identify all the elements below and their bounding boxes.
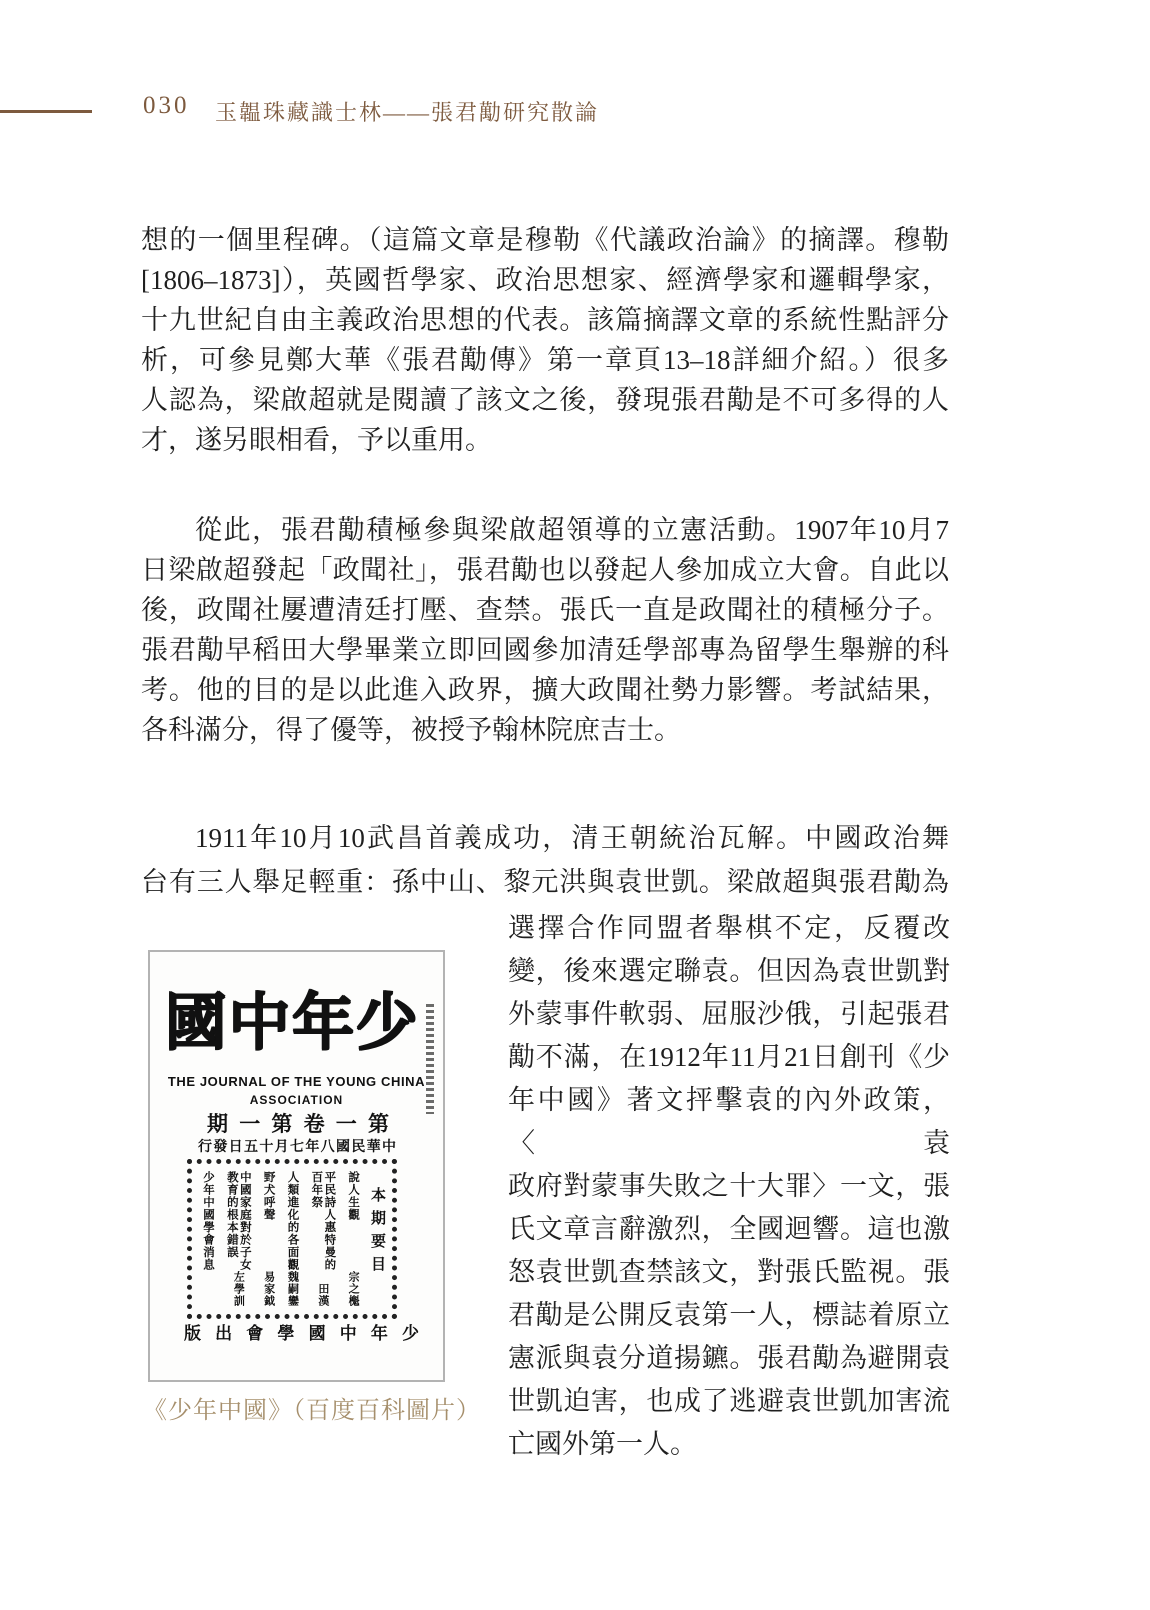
paragraph-2 [141,510,949,750]
contents-item-author: 田漢 [316,1283,329,1307]
text-line: 想的一個里程碑。（這篇文章是穆勒《代議政治論》的摘譯。穆勒 [141,225,949,255]
paragraph-3-full [141,816,949,904]
text-line: [1806–1873]），英國哲學家、政治思想家、經濟學家和邏輯學家， [141,265,949,295]
text-line: 勱不滿，在1912年11月21日創刊《少 [508,1042,950,1072]
text-line: 考。他的目的是以此進入政界，擴大政聞社勢力影響。考試結果， [141,675,949,705]
cover-masthead: 國中年少 [164,989,417,1057]
text-line: 析，可參見鄭大華《張君勱傳》第一章頁13–18詳細介紹。）很多 [141,345,949,375]
contents-item-title: 少年中國學會消息 [202,1171,214,1271]
text-line: 日梁啟超發起「政聞社」，張君勱也以發起人參加成立大會。自此以 [141,555,949,585]
cover-issue-line: 期一第卷一第 [207,1112,389,1136]
contents-item [225,1171,251,1307]
contents-item [309,1171,335,1307]
contents-item-author: 魏嗣鑾 [286,1271,299,1307]
contents-header: 本期要目 [368,1187,385,1279]
running-title: 玉韞珠藏識士林——張君勱研究散論 [215,100,600,125]
contents-item-author: 易家鉞 [262,1271,275,1307]
text-line: 後，政聞社屢遭清廷打壓、查禁。張氏一直是政聞社的積極分子。 [141,595,949,625]
contents-item-author: 宗之櫆 [347,1271,360,1307]
text-line: 十九世紀自由主義政治思想的代表。該篇摘譯文章的系統性點評分 [141,305,949,335]
cover-english-title: THE JOURNAL OF THE YOUNG CHINA [167,1074,426,1089]
paragraph-3-column [508,907,950,1466]
text-line: 氏文章言辭激烈，全國迴響。這也激 [508,1214,950,1244]
contents-item-title: 平民詩人惠特曼的百年祭 [310,1171,336,1271]
text-line: 年中國》著文抨擊袁的內外政策，〈袁 [508,1085,950,1158]
text-line: 變，後來選定聯袁。但因為袁世凱對 [508,956,950,986]
text-line: 怒袁世凱查禁該文，對張氏監視。張 [508,1257,950,1287]
contents-item-title: 人類進化的各面觀 [286,1171,299,1271]
figure-caption: 《少年中國》（百度百科圖片） [143,1397,481,1424]
cover-date-line: 行發日五十月七年八國民華中 [198,1140,396,1155]
header-rule [0,110,92,113]
contents-item-title: 說人生觀 [347,1171,360,1221]
contents-item-title: 中國家庭對於子女教育的根本錯誤 [225,1171,251,1271]
contents-item-author: 左學訓 [232,1271,245,1307]
text-line: 張君勱早稻田大學畢業立即回國參加清廷學部專為留學生舉辦的科 [141,635,949,665]
text-line: 世凱迫害，也成了逃避袁世凱加害流 [508,1386,950,1416]
text-line: 亡國外第一人。 [508,1429,697,1459]
text-line: 政府對蒙事失敗之十大罪〉一文，張 [508,1171,950,1201]
magazine-cover-image [148,950,445,1382]
text-line: 各科滿分，得了優等，被授予翰林院庶吉士。 [141,715,681,745]
text-line: 選擇合作同盟者舉棋不定，反覆改 [508,913,950,943]
text-line: 外蒙事件軟弱、屈服沙俄，引起張君 [508,999,950,1029]
contents-item [262,1171,275,1307]
text-line: 台有三人舉足輕重：孫中山、黎元洪與袁世凱。梁啟超與張君勱為 [141,867,949,897]
cover-english-title-2: ASSOCIATION [249,1093,344,1107]
text-line: 從此，張君勱積極參與梁啟超領導的立憲活動。1907年10月7 [195,515,949,545]
text-line: 才，遂另眼相看，予以重用。 [141,425,492,455]
page-number: 030 [143,92,190,119]
contents-item [346,1171,359,1307]
paragraph-1 [141,220,949,460]
cover-contents-box [187,1159,397,1319]
cover-publisher-line: 版出會學國中年少 [184,1324,419,1343]
contents-item [201,1171,214,1307]
text-line: 君勱是公開反袁第一人，標誌着原立 [508,1300,950,1330]
text-line: 1911年10月10武昌首義成功，清王朝統治瓦解。中國政治舞 [195,823,949,853]
contents-item [285,1171,298,1307]
text-line: 人認為，梁啟超就是閱讀了該文之後，發現張君勱是不可多得的人 [141,385,949,415]
contents-item-title: 野犬呼聲 [262,1171,275,1221]
text-line: 憲派與袁分道揚鑣。張君勱為避開袁 [508,1343,950,1373]
